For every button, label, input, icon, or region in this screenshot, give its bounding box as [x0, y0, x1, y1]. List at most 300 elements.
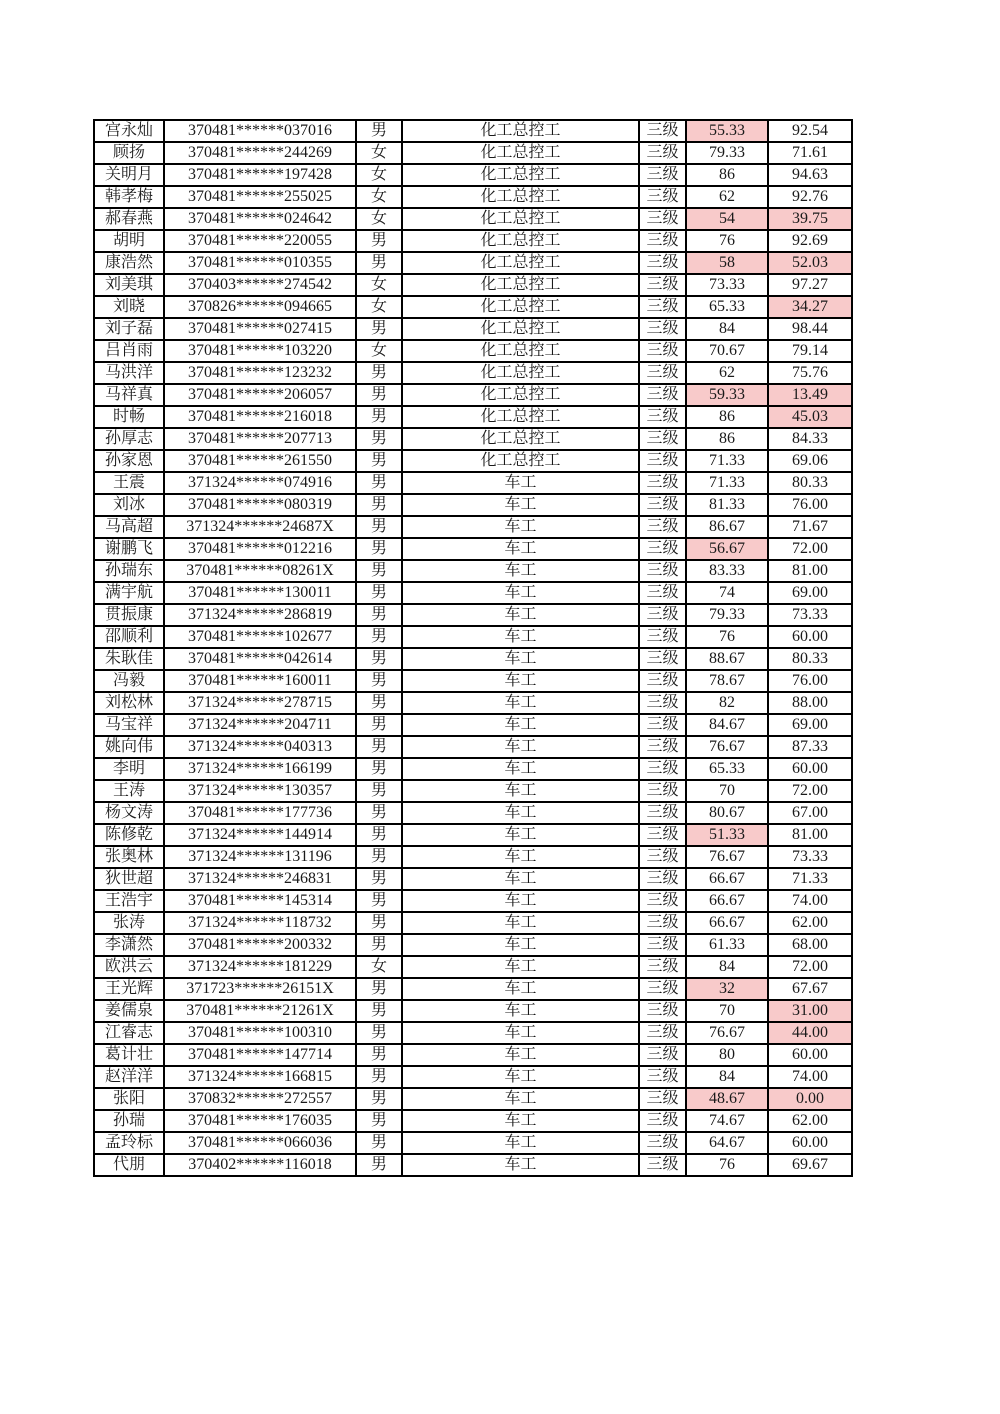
score1-cell: 66.67: [686, 912, 768, 934]
occupation-cell: 化工总控工: [402, 318, 639, 340]
table-row: [94, 362, 852, 384]
name-cell: 王震: [94, 472, 164, 494]
score2-cell: 92.76: [768, 186, 852, 208]
occupation-cell: 车工: [402, 912, 639, 934]
gender-cell: 女: [356, 208, 402, 230]
gender-cell: 女: [356, 142, 402, 164]
id-number-cell: 370481******160011: [164, 670, 356, 692]
occupation-cell: 化工总控工: [402, 252, 639, 274]
score1-cell: 62: [686, 186, 768, 208]
id-number-cell: 371324******24687X: [164, 516, 356, 538]
level-cell: 三级: [639, 736, 686, 758]
id-number-cell: 371324******040313: [164, 736, 356, 758]
score1-cell: 74: [686, 582, 768, 604]
gender-cell: 女: [356, 296, 402, 318]
table-row: [94, 560, 852, 582]
score2-cell: 13.49: [768, 384, 852, 406]
score2-cell: 60.00: [768, 1044, 852, 1066]
occupation-cell: 车工: [402, 714, 639, 736]
occupation-cell: 车工: [402, 1044, 639, 1066]
table-row: [94, 516, 852, 538]
name-cell: 赵洋洋: [94, 1066, 164, 1088]
id-number-cell: 370481******102677: [164, 626, 356, 648]
gender-cell: 男: [356, 604, 402, 626]
score2-cell: 67.67: [768, 978, 852, 1000]
score2-cell: 62.00: [768, 912, 852, 934]
id-number-cell: 370481******207713: [164, 428, 356, 450]
occupation-cell: 化工总控工: [402, 142, 639, 164]
occupation-cell: 车工: [402, 692, 639, 714]
gender-cell: 女: [356, 164, 402, 186]
occupation-cell: 车工: [402, 626, 639, 648]
level-cell: 三级: [639, 846, 686, 868]
name-cell: 郝春燕: [94, 208, 164, 230]
score1-cell: 70.67: [686, 340, 768, 362]
name-cell: 时畅: [94, 406, 164, 428]
id-number-cell: 370403******274542: [164, 274, 356, 296]
occupation-cell: 车工: [402, 538, 639, 560]
table-row: [94, 208, 852, 230]
occupation-cell: 车工: [402, 1000, 639, 1022]
score2-cell: 73.33: [768, 604, 852, 626]
level-cell: 三级: [639, 1154, 686, 1176]
id-number-cell: 370481******176035: [164, 1110, 356, 1132]
id-number-cell: 371723******26151X: [164, 978, 356, 1000]
occupation-cell: 车工: [402, 604, 639, 626]
score1-cell: 84: [686, 318, 768, 340]
table-row: [94, 406, 852, 428]
name-cell: 关明月: [94, 164, 164, 186]
level-cell: 三级: [639, 164, 686, 186]
occupation-cell: 化工总控工: [402, 340, 639, 362]
occupation-cell: 车工: [402, 956, 639, 978]
name-cell: 狄世超: [94, 868, 164, 890]
occupation-cell: 车工: [402, 1132, 639, 1154]
gender-cell: 女: [356, 274, 402, 296]
gender-cell: 女: [356, 340, 402, 362]
level-cell: 三级: [639, 120, 686, 142]
id-number-cell: 370481******147714: [164, 1044, 356, 1066]
score2-cell: 80.33: [768, 472, 852, 494]
table-row: [94, 604, 852, 626]
score1-cell: 59.33: [686, 384, 768, 406]
level-cell: 三级: [639, 384, 686, 406]
name-cell: 李明: [94, 758, 164, 780]
name-cell: 宫永灿: [94, 120, 164, 142]
id-number-cell: 371324******181229: [164, 956, 356, 978]
occupation-cell: 车工: [402, 780, 639, 802]
level-cell: 三级: [639, 538, 686, 560]
score2-cell: 60.00: [768, 1132, 852, 1154]
level-cell: 三级: [639, 274, 686, 296]
level-cell: 三级: [639, 824, 686, 846]
score1-cell: 76: [686, 626, 768, 648]
id-number-cell: 371324******074916: [164, 472, 356, 494]
score1-cell: 55.33: [686, 120, 768, 142]
name-cell: 姚向伟: [94, 736, 164, 758]
score1-cell: 56.67: [686, 538, 768, 560]
name-cell: 韩孝梅: [94, 186, 164, 208]
score2-cell: 76.00: [768, 494, 852, 516]
id-number-cell: 370481******145314: [164, 890, 356, 912]
score1-cell: 71.33: [686, 472, 768, 494]
score1-cell: 86.67: [686, 516, 768, 538]
id-number-cell: 371324******118732: [164, 912, 356, 934]
name-cell: 江睿志: [94, 1022, 164, 1044]
table-row: [94, 1154, 852, 1176]
score1-cell: 83.33: [686, 560, 768, 582]
gender-cell: 男: [356, 780, 402, 802]
id-number-cell: 370481******042614: [164, 648, 356, 670]
table-row: [94, 582, 852, 604]
gender-cell: 男: [356, 1110, 402, 1132]
results-table: [93, 119, 853, 1177]
name-cell: 马祥真: [94, 384, 164, 406]
table-row: [94, 1022, 852, 1044]
score1-cell: 32: [686, 978, 768, 1000]
score1-cell: 48.67: [686, 1088, 768, 1110]
gender-cell: 男: [356, 890, 402, 912]
gender-cell: 男: [356, 1000, 402, 1022]
table-row: [94, 428, 852, 450]
occupation-cell: 车工: [402, 758, 639, 780]
score1-cell: 73.33: [686, 274, 768, 296]
name-cell: 孙瑞东: [94, 560, 164, 582]
table-row: [94, 780, 852, 802]
table-row: [94, 296, 852, 318]
occupation-cell: 车工: [402, 670, 639, 692]
gender-cell: 男: [356, 582, 402, 604]
id-number-cell: 370481******027415: [164, 318, 356, 340]
gender-cell: 男: [356, 758, 402, 780]
score2-cell: 69.00: [768, 714, 852, 736]
table-row: [94, 1000, 852, 1022]
level-cell: 三级: [639, 978, 686, 1000]
occupation-cell: 车工: [402, 648, 639, 670]
gender-cell: 男: [356, 516, 402, 538]
level-cell: 三级: [639, 670, 686, 692]
occupation-cell: 化工总控工: [402, 296, 639, 318]
id-number-cell: 370481******08261X: [164, 560, 356, 582]
occupation-cell: 化工总控工: [402, 274, 639, 296]
level-cell: 三级: [639, 956, 686, 978]
table-row: [94, 450, 852, 472]
id-number-cell: 371324******144914: [164, 824, 356, 846]
name-cell: 刘冰: [94, 494, 164, 516]
gender-cell: 男: [356, 714, 402, 736]
name-cell: 孟玲标: [94, 1132, 164, 1154]
occupation-cell: 车工: [402, 890, 639, 912]
table-row: [94, 648, 852, 670]
id-number-cell: 370481******066036: [164, 1132, 356, 1154]
score2-cell: 81.00: [768, 824, 852, 846]
table-row: [94, 934, 852, 956]
level-cell: 三级: [639, 714, 686, 736]
name-cell: 刘松林: [94, 692, 164, 714]
gender-cell: 男: [356, 824, 402, 846]
table-row: [94, 912, 852, 934]
gender-cell: 男: [356, 670, 402, 692]
level-cell: 三级: [639, 186, 686, 208]
id-number-cell: 370481******010355: [164, 252, 356, 274]
score2-cell: 94.63: [768, 164, 852, 186]
name-cell: 刘美琪: [94, 274, 164, 296]
name-cell: 陈修乾: [94, 824, 164, 846]
occupation-cell: 车工: [402, 494, 639, 516]
gender-cell: 男: [356, 648, 402, 670]
table-row: [94, 1044, 852, 1066]
score2-cell: 72.00: [768, 538, 852, 560]
table-row: [94, 164, 852, 186]
id-number-cell: 370481******103220: [164, 340, 356, 362]
occupation-cell: 车工: [402, 516, 639, 538]
score1-cell: 54: [686, 208, 768, 230]
score1-cell: 62: [686, 362, 768, 384]
occupation-cell: 化工总控工: [402, 384, 639, 406]
id-number-cell: 370481******177736: [164, 802, 356, 824]
name-cell: 马宝祥: [94, 714, 164, 736]
id-number-cell: 370481******255025: [164, 186, 356, 208]
gender-cell: 男: [356, 626, 402, 648]
id-number-cell: 371324******278715: [164, 692, 356, 714]
score1-cell: 86: [686, 406, 768, 428]
gender-cell: 男: [356, 1066, 402, 1088]
table-row: [94, 472, 852, 494]
level-cell: 三级: [639, 406, 686, 428]
table-row: [94, 494, 852, 516]
score1-cell: 66.67: [686, 890, 768, 912]
gender-cell: 男: [356, 978, 402, 1000]
name-cell: 杨文涛: [94, 802, 164, 824]
occupation-cell: 化工总控工: [402, 208, 639, 230]
id-number-cell: 370481******123232: [164, 362, 356, 384]
score2-cell: 81.00: [768, 560, 852, 582]
occupation-cell: 车工: [402, 824, 639, 846]
occupation-cell: 化工总控工: [402, 450, 639, 472]
level-cell: 三级: [639, 802, 686, 824]
score1-cell: 64.67: [686, 1132, 768, 1154]
gender-cell: 男: [356, 560, 402, 582]
level-cell: 三级: [639, 604, 686, 626]
occupation-cell: 车工: [402, 1154, 639, 1176]
level-cell: 三级: [639, 450, 686, 472]
id-number-cell: 371324******166815: [164, 1066, 356, 1088]
score1-cell: 76.67: [686, 846, 768, 868]
occupation-cell: 车工: [402, 1088, 639, 1110]
name-cell: 胡明: [94, 230, 164, 252]
score2-cell: 74.00: [768, 890, 852, 912]
level-cell: 三级: [639, 1044, 686, 1066]
name-cell: 孙瑞: [94, 1110, 164, 1132]
level-cell: 三级: [639, 230, 686, 252]
table-row: [94, 384, 852, 406]
score2-cell: 71.61: [768, 142, 852, 164]
level-cell: 三级: [639, 1022, 686, 1044]
score2-cell: 62.00: [768, 1110, 852, 1132]
gender-cell: 男: [356, 846, 402, 868]
score2-cell: 34.27: [768, 296, 852, 318]
score2-cell: 98.44: [768, 318, 852, 340]
level-cell: 三级: [639, 868, 686, 890]
score1-cell: 84: [686, 956, 768, 978]
name-cell: 谢鹏飞: [94, 538, 164, 560]
level-cell: 三级: [639, 780, 686, 802]
score2-cell: 87.33: [768, 736, 852, 758]
name-cell: 代朋: [94, 1154, 164, 1176]
score1-cell: 71.33: [686, 450, 768, 472]
name-cell: 刘晓: [94, 296, 164, 318]
score2-cell: 88.00: [768, 692, 852, 714]
score1-cell: 84: [686, 1066, 768, 1088]
level-cell: 三级: [639, 1110, 686, 1132]
occupation-cell: 车工: [402, 978, 639, 1000]
score2-cell: 76.00: [768, 670, 852, 692]
name-cell: 李潇然: [94, 934, 164, 956]
score1-cell: 76: [686, 230, 768, 252]
name-cell: 孙厚志: [94, 428, 164, 450]
score1-cell: 80.67: [686, 802, 768, 824]
level-cell: 三级: [639, 1132, 686, 1154]
name-cell: 姜儒泉: [94, 1000, 164, 1022]
gender-cell: 男: [356, 450, 402, 472]
level-cell: 三级: [639, 912, 686, 934]
score1-cell: 61.33: [686, 934, 768, 956]
level-cell: 三级: [639, 340, 686, 362]
occupation-cell: 车工: [402, 560, 639, 582]
score2-cell: 80.33: [768, 648, 852, 670]
table-row: [94, 538, 852, 560]
level-cell: 三级: [639, 582, 686, 604]
name-cell: 欧洪云: [94, 956, 164, 978]
name-cell: 顾扬: [94, 142, 164, 164]
gender-cell: 女: [356, 186, 402, 208]
level-cell: 三级: [639, 142, 686, 164]
table-row: [94, 626, 852, 648]
table-row: [94, 186, 852, 208]
gender-cell: 男: [356, 494, 402, 516]
level-cell: 三级: [639, 648, 686, 670]
occupation-cell: 车工: [402, 934, 639, 956]
table-row: [94, 1066, 852, 1088]
occupation-cell: 化工总控工: [402, 164, 639, 186]
table-row: [94, 890, 852, 912]
score2-cell: 67.00: [768, 802, 852, 824]
results-table-body: [94, 120, 852, 1176]
score1-cell: 80: [686, 1044, 768, 1066]
gender-cell: 男: [356, 428, 402, 450]
level-cell: 三级: [639, 692, 686, 714]
id-number-cell: 371324******131196: [164, 846, 356, 868]
id-number-cell: 371324******166199: [164, 758, 356, 780]
score2-cell: 72.00: [768, 780, 852, 802]
name-cell: 马高超: [94, 516, 164, 538]
level-cell: 三级: [639, 890, 686, 912]
level-cell: 三级: [639, 318, 686, 340]
gender-cell: 男: [356, 736, 402, 758]
level-cell: 三级: [639, 208, 686, 230]
level-cell: 三级: [639, 516, 686, 538]
score1-cell: 88.67: [686, 648, 768, 670]
gender-cell: 男: [356, 1022, 402, 1044]
name-cell: 吕肖雨: [94, 340, 164, 362]
gender-cell: 男: [356, 472, 402, 494]
id-number-cell: 371324******204711: [164, 714, 356, 736]
table-row: [94, 230, 852, 252]
table-row: [94, 714, 852, 736]
gender-cell: 男: [356, 1088, 402, 1110]
name-cell: 刘子磊: [94, 318, 164, 340]
id-number-cell: 370402******116018: [164, 1154, 356, 1176]
level-cell: 三级: [639, 560, 686, 582]
score2-cell: 74.00: [768, 1066, 852, 1088]
level-cell: 三级: [639, 626, 686, 648]
table-row: [94, 1088, 852, 1110]
gender-cell: 男: [356, 692, 402, 714]
occupation-cell: 车工: [402, 1110, 639, 1132]
id-number-cell: 370481******012216: [164, 538, 356, 560]
name-cell: 王涛: [94, 780, 164, 802]
level-cell: 三级: [639, 1066, 686, 1088]
score2-cell: 79.14: [768, 340, 852, 362]
score1-cell: 86: [686, 164, 768, 186]
name-cell: 张阳: [94, 1088, 164, 1110]
table-row: [94, 252, 852, 274]
table-row: [94, 1132, 852, 1154]
score1-cell: 84.67: [686, 714, 768, 736]
id-number-cell: 370481******200332: [164, 934, 356, 956]
table-row: [94, 868, 852, 890]
score1-cell: 76.67: [686, 1022, 768, 1044]
score2-cell: 39.75: [768, 208, 852, 230]
score2-cell: 75.76: [768, 362, 852, 384]
gender-cell: 男: [356, 538, 402, 560]
name-cell: 王光辉: [94, 978, 164, 1000]
occupation-cell: 化工总控工: [402, 406, 639, 428]
table-row: [94, 846, 852, 868]
score1-cell: 70: [686, 1000, 768, 1022]
score2-cell: 97.27: [768, 274, 852, 296]
score2-cell: 92.54: [768, 120, 852, 142]
name-cell: 马洪洋: [94, 362, 164, 384]
score1-cell: 65.33: [686, 758, 768, 780]
name-cell: 孙家恩: [94, 450, 164, 472]
id-number-cell: 370826******094665: [164, 296, 356, 318]
score2-cell: 60.00: [768, 626, 852, 648]
gender-cell: 男: [356, 252, 402, 274]
level-cell: 三级: [639, 1000, 686, 1022]
name-cell: 冯毅: [94, 670, 164, 692]
occupation-cell: 化工总控工: [402, 428, 639, 450]
score2-cell: 68.00: [768, 934, 852, 956]
name-cell: 张涛: [94, 912, 164, 934]
score1-cell: 78.67: [686, 670, 768, 692]
occupation-cell: 化工总控工: [402, 230, 639, 252]
gender-cell: 男: [356, 934, 402, 956]
score1-cell: 70: [686, 780, 768, 802]
gender-cell: 男: [356, 406, 402, 428]
score2-cell: 92.69: [768, 230, 852, 252]
score2-cell: 60.00: [768, 758, 852, 780]
score2-cell: 52.03: [768, 252, 852, 274]
level-cell: 三级: [639, 296, 686, 318]
id-number-cell: 371324******130357: [164, 780, 356, 802]
gender-cell: 男: [356, 384, 402, 406]
id-number-cell: 370481******130011: [164, 582, 356, 604]
score1-cell: 58: [686, 252, 768, 274]
table-row: [94, 670, 852, 692]
occupation-cell: 车工: [402, 1066, 639, 1088]
level-cell: 三级: [639, 1088, 686, 1110]
